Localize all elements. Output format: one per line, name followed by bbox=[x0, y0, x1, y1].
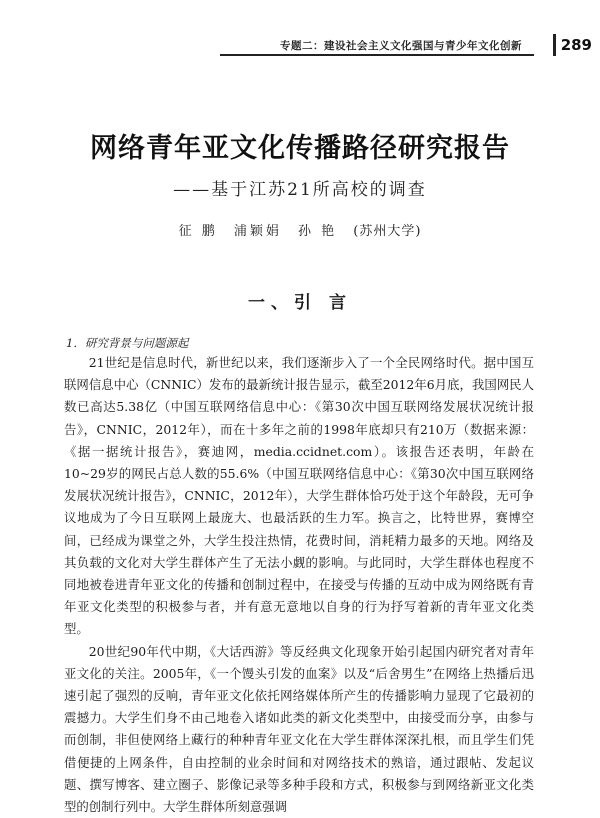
section-heading: 一、引 言 bbox=[248, 293, 352, 313]
body-paragraph: 20世纪90年代中期，《大话西游》等反经典文化现象开始引起国内研究者对青年亚文化的关注。2005年，《一个馒头引发的血案》以及“后舍男生”在网络上热播后迅速引起了强烈的反响，青年亚文化依托网络媒体所产生的传播影响力显现了它最初的震撼力。大学生们身不由己地卷入诸如此类的新文化类型中，由接受而分享，由参与而创制，非但使网络上藏行的种种青年亚文化在大学生群体深深扎根，而且学生们凭借便捷的上网条件，自由控制的业余时间和对网络技术的熟谙，通过跟帖、发起议题、撰写博客、建立圈子、影像记录等多种手段和方式，积极参与到网络新亚文化类型的创制行列中。大学生群体所刻意强调 bbox=[64, 643, 534, 815]
subsection-heading: 1．研究背景与问题源起 bbox=[66, 336, 189, 350]
running-title: 专题二：建设社会主义文化强国与青少年文化创新 bbox=[280, 40, 522, 52]
author-line bbox=[0, 220, 600, 239]
running-header bbox=[0, 32, 600, 62]
page-number: 289 bbox=[553, 34, 592, 56]
author-name: 征 鹏 bbox=[178, 224, 218, 239]
author-name: 浦颖娟 bbox=[233, 224, 282, 239]
article-body bbox=[64, 352, 534, 818]
article-title: 网络青年亚文化传播路径研究报告 bbox=[90, 133, 510, 164]
author-name: 孙 艳 bbox=[298, 224, 338, 239]
author-affiliation: (苏州大学) bbox=[353, 224, 422, 239]
body-paragraph: 21世纪是信息时代，新世纪以来，我们逐渐步入了一个全民网络时代。据中国互联网信息中心（CNNIC）发布的最新统计报告显示，截至2012年6月底，我国网民人数已高达5.38亿（中国互联网络信息中心：《第30次中国互联网络发展状况统计报告》，CNNIC，2012年），而在十多年之前的1998年底却只有210万（数据来源：《据一据统计报告》，赛迪网，media.ccidnet.com）。该报告还表明，年龄在10~29岁的网民占总人数的55.6%（中国互联网络信息中心：《第30次中国互联网络发展状况统计报告》，CNNIC，2012年），大学生群体恰巧处于这个年龄段，无可争议地成为了今日互联网上最庞大、也最活跃的生力军。换言之，比特世界，赛博空间，已经成为课堂之外，大学生投注热情，花费时间，消耗精力最多的天地。网络及其负载的文化对大学生群体产生了无法小觑的影响。与此同时，大学生群体也程度不同地被卷进青年亚文化的传播和创制过程中，在接受与传播的互动中成为网络既有青年亚文化类型的积极参与者，并有意无意地以自身的行为抒写着新的青年亚文化类型。 bbox=[64, 355, 534, 637]
header-rule bbox=[220, 54, 534, 56]
article-subtitle: ——基于江苏21所高校的调查 bbox=[173, 180, 427, 200]
